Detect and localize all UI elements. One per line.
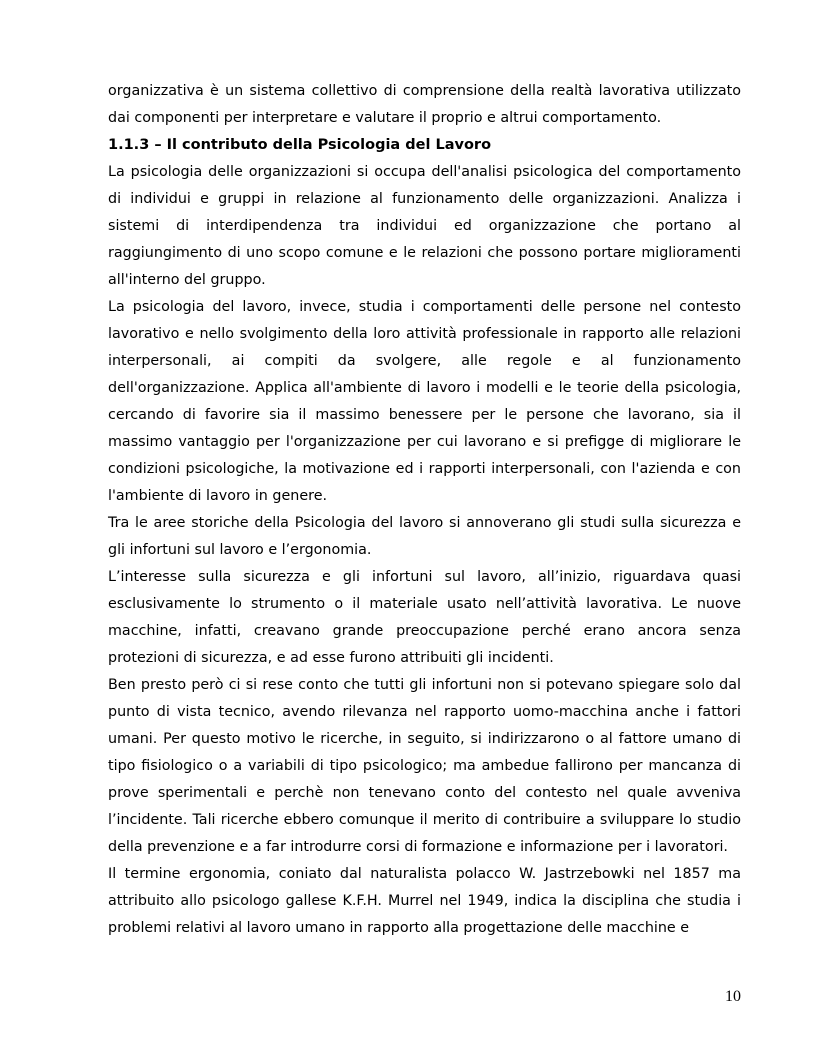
paragraph-safety-interest: L’interesse sulla sicurezza e gli infortuni sul lavoro, all’inizio, riguardava quasi esclusivamente lo strumento o il materiale usato nell’attività lavorativa. Le nuove macchine, infatti, creavano grande preoccupazione perché erano ancora senza protezioni di sicurezza, e ad esse furono attribuiti gli incidenti.: [108, 569, 741, 666]
section-heading: 1.1.3 – Il contributo della Psicologia del Lavoro: [108, 137, 492, 153]
paragraph-historical-areas: Tra le aree storiche della Psicologia del lavoro si annoverano gli studi sulla sicurezza e gli infortuni sul lavoro e l’ergonomia.: [108, 515, 741, 558]
paragraph-work-psychology: La psicologia del lavoro, invece, studia i comportamenti delle persone nel contesto lavorativo e nello svolgimento della loro attività professionale in rapporto alle relazioni interpersonali, ai compiti da svolgere, alle regole e al funzionamento dell'organizzazione. Applica all'ambiente di lavoro i modelli e le teorie della psicologia, cercando di favorire sia il massimo benessere per le persone che lavorano, sia il massimo vantaggio per l'organizzazione per cui lavorano e si prefigge di migliorare le condizioni psicologiche, la motivazione ed i rapporti interpersonali, con l'azienda e con l'ambiente di lavoro in genere.: [108, 299, 741, 504]
paragraph-ergonomics: Il termine ergonomia, coniato dal naturalista polacco W. Jastrzebowki nel 1857 ma attribuito allo psicologo gallese K.F.H. Murrel nel 1949, indica la disciplina che studia i problemi relativi al lavoro umano in rapporto alla progettazione delle macchine e: [108, 866, 741, 936]
document-body: [108, 78, 741, 942]
paragraph-human-factors: Ben presto però ci si rese conto che tutti gli infortuni non si potevano spiegare solo dal punto di vista tecnico, avendo rilevanza nel rapporto uomo-macchina anche i fattori umani. Per questo motivo le ricerche, in seguito, si indirizzarono o al fattore umano di tipo fisiologico o a variabili di tipo psicologico; ma ambedue fallirono per mancanza di prove sperimentali e perchè non tenevano conto del contesto nel quale avveniva l’incidente. Tali ricerche ebbero comunque il merito di contribuire a sviluppare lo studio della prevenzione e a far introdurre corsi di formazione e informazione per i lavoratori.: [108, 677, 741, 855]
paragraph-continuation: organizzativa è un sistema collettivo di comprensione della realtà lavorativa utilizzato dai componenti per interpretare e valutare il proprio e altrui comportamento.: [108, 83, 741, 126]
paragraph-organizational-psychology: La psicologia delle organizzazioni si occupa dell'analisi psicologica del comportamento di individui e gruppi in relazione al funzionamento delle organizzazioni. Analizza i sistemi di interdipendenza tra individui ed organizzazione che portano al raggiungimento di uno scopo comune e le relazioni che possono portare miglioramenti all'interno del gruppo.: [108, 164, 741, 288]
page-number: 10: [725, 988, 741, 1005]
